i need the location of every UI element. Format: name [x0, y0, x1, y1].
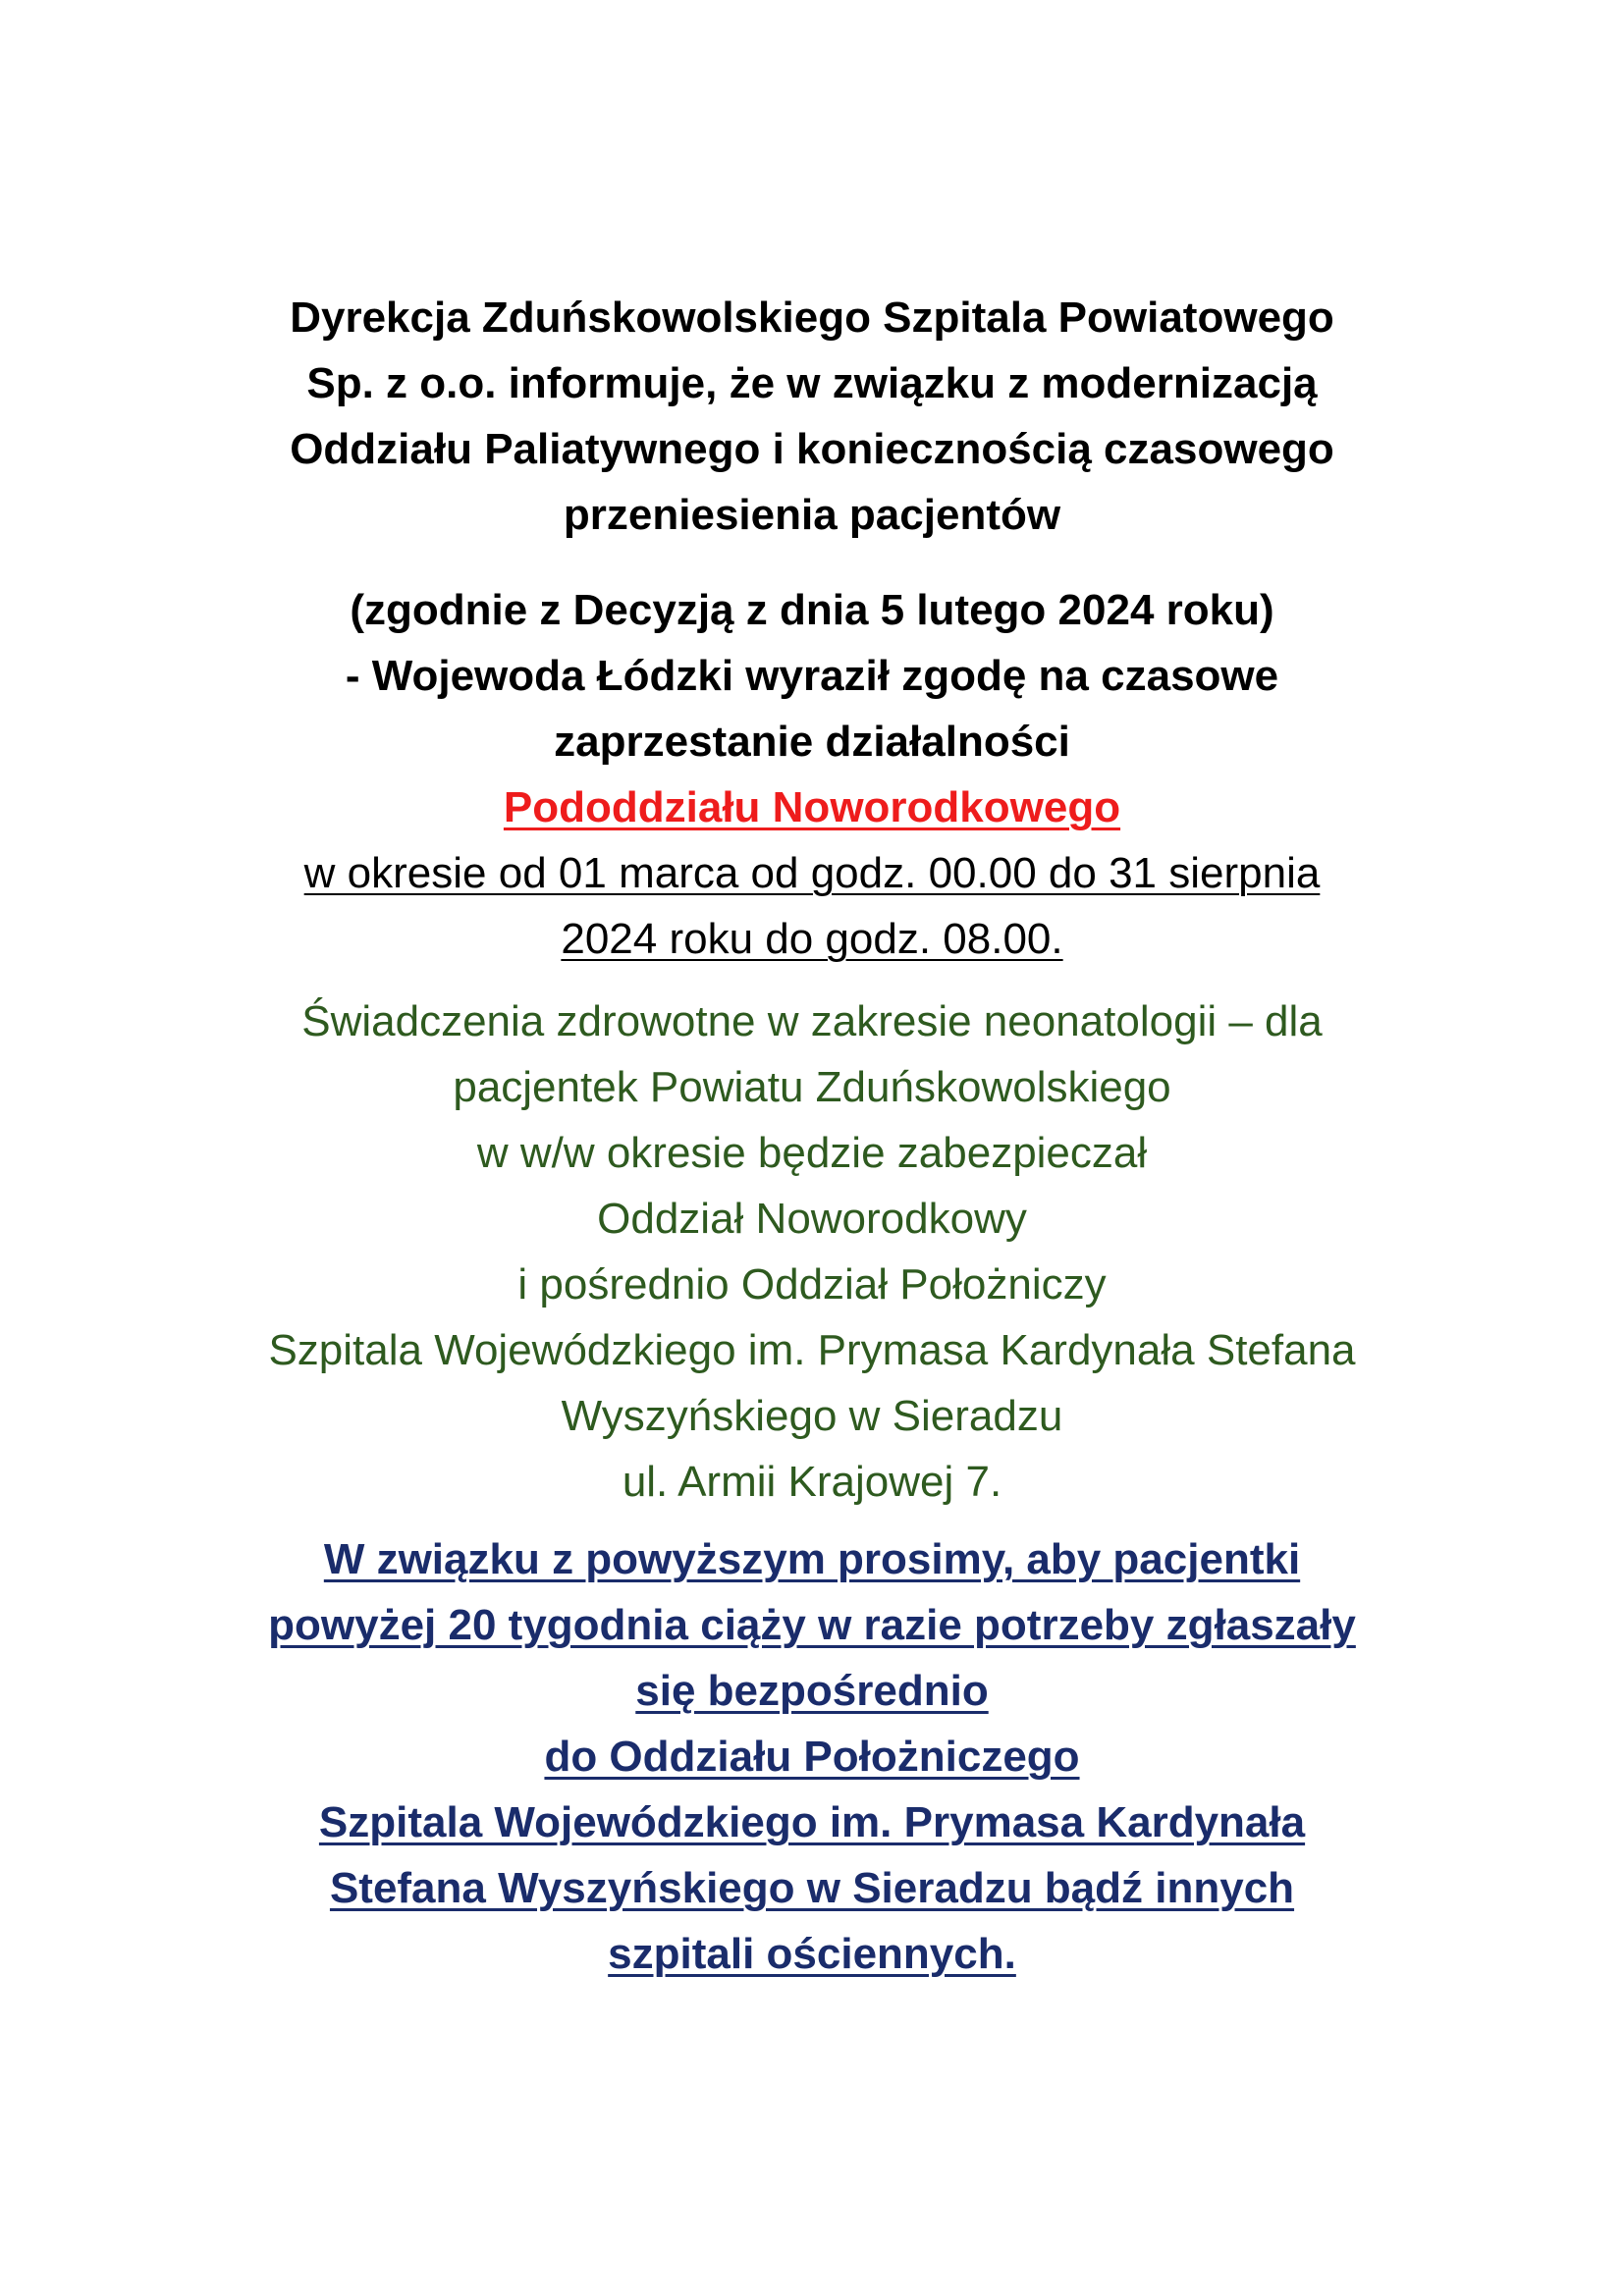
- services-line: Szpitala Wojewódzkiego im. Prymasa Kardynała Stefana: [268, 1326, 1356, 1374]
- decision-line: zaprzestanie działalności: [554, 718, 1070, 766]
- services-line: w w/w okresie będzie zabezpieczał: [476, 1129, 1148, 1177]
- request-line: się bezpośrednio: [635, 1667, 989, 1715]
- services-line: Świadczenia zdrowotne w zakresie neonatologii – dla: [301, 997, 1323, 1045]
- decision-line: - Wojewoda Łódzki wyraził zgodę na czasowe: [345, 652, 1279, 700]
- request-line: W związku z powyższym prosimy, aby pacjentki: [323, 1535, 1301, 1583]
- unit-name: Pododdziału Noworodkowego: [503, 783, 1121, 831]
- services-line: Wyszyńskiego w Sieradzu: [561, 1392, 1063, 1440]
- decision-paragraph: [147, 577, 1477, 972]
- request-line: do Oddziału Położniczego: [544, 1733, 1080, 1781]
- request-paragraph: [147, 1526, 1477, 1987]
- intro-paragraph: [147, 285, 1477, 548]
- services-line: pacjentek Powiatu Zduńskowolskiego: [453, 1063, 1171, 1111]
- request-line: Szpitala Wojewódzkiego im. Prymasa Kardynała: [318, 1798, 1306, 1846]
- services-line: ul. Armii Krajowej 7.: [622, 1458, 1002, 1506]
- services-line: i pośrednio Oddział Położniczy: [517, 1260, 1107, 1308]
- period-line: 2024 roku do godz. 08.00.: [561, 915, 1063, 963]
- intro-line: przeniesienia pacjentów: [563, 491, 1061, 539]
- decision-line: (zgodnie z Decyzją z dnia 5 lutego 2024 roku): [350, 586, 1274, 634]
- intro-line: Dyrekcja Zduńskowolskiego Szpitala Powiatowego: [290, 294, 1334, 342]
- request-line: szpitali ościennych.: [608, 1930, 1016, 1978]
- request-line: Stefana Wyszyńskiego w Sieradzu bądź innych: [329, 1864, 1295, 1912]
- intro-line: Sp. z o.o. informuje, że w związku z modernizacją: [306, 359, 1318, 407]
- intro-line: Oddziału Paliatywnego i koniecznością czasowego: [290, 425, 1334, 473]
- period-line: w okresie od 01 marca od godz. 00.00 do 31 sierpnia: [303, 849, 1321, 897]
- services-paragraph: [147, 988, 1477, 1515]
- services-line: Oddział Noworodkowy: [597, 1195, 1027, 1243]
- request-line: powyżej 20 tygodnia ciąży w razie potrzeby zgłaszały: [268, 1601, 1356, 1649]
